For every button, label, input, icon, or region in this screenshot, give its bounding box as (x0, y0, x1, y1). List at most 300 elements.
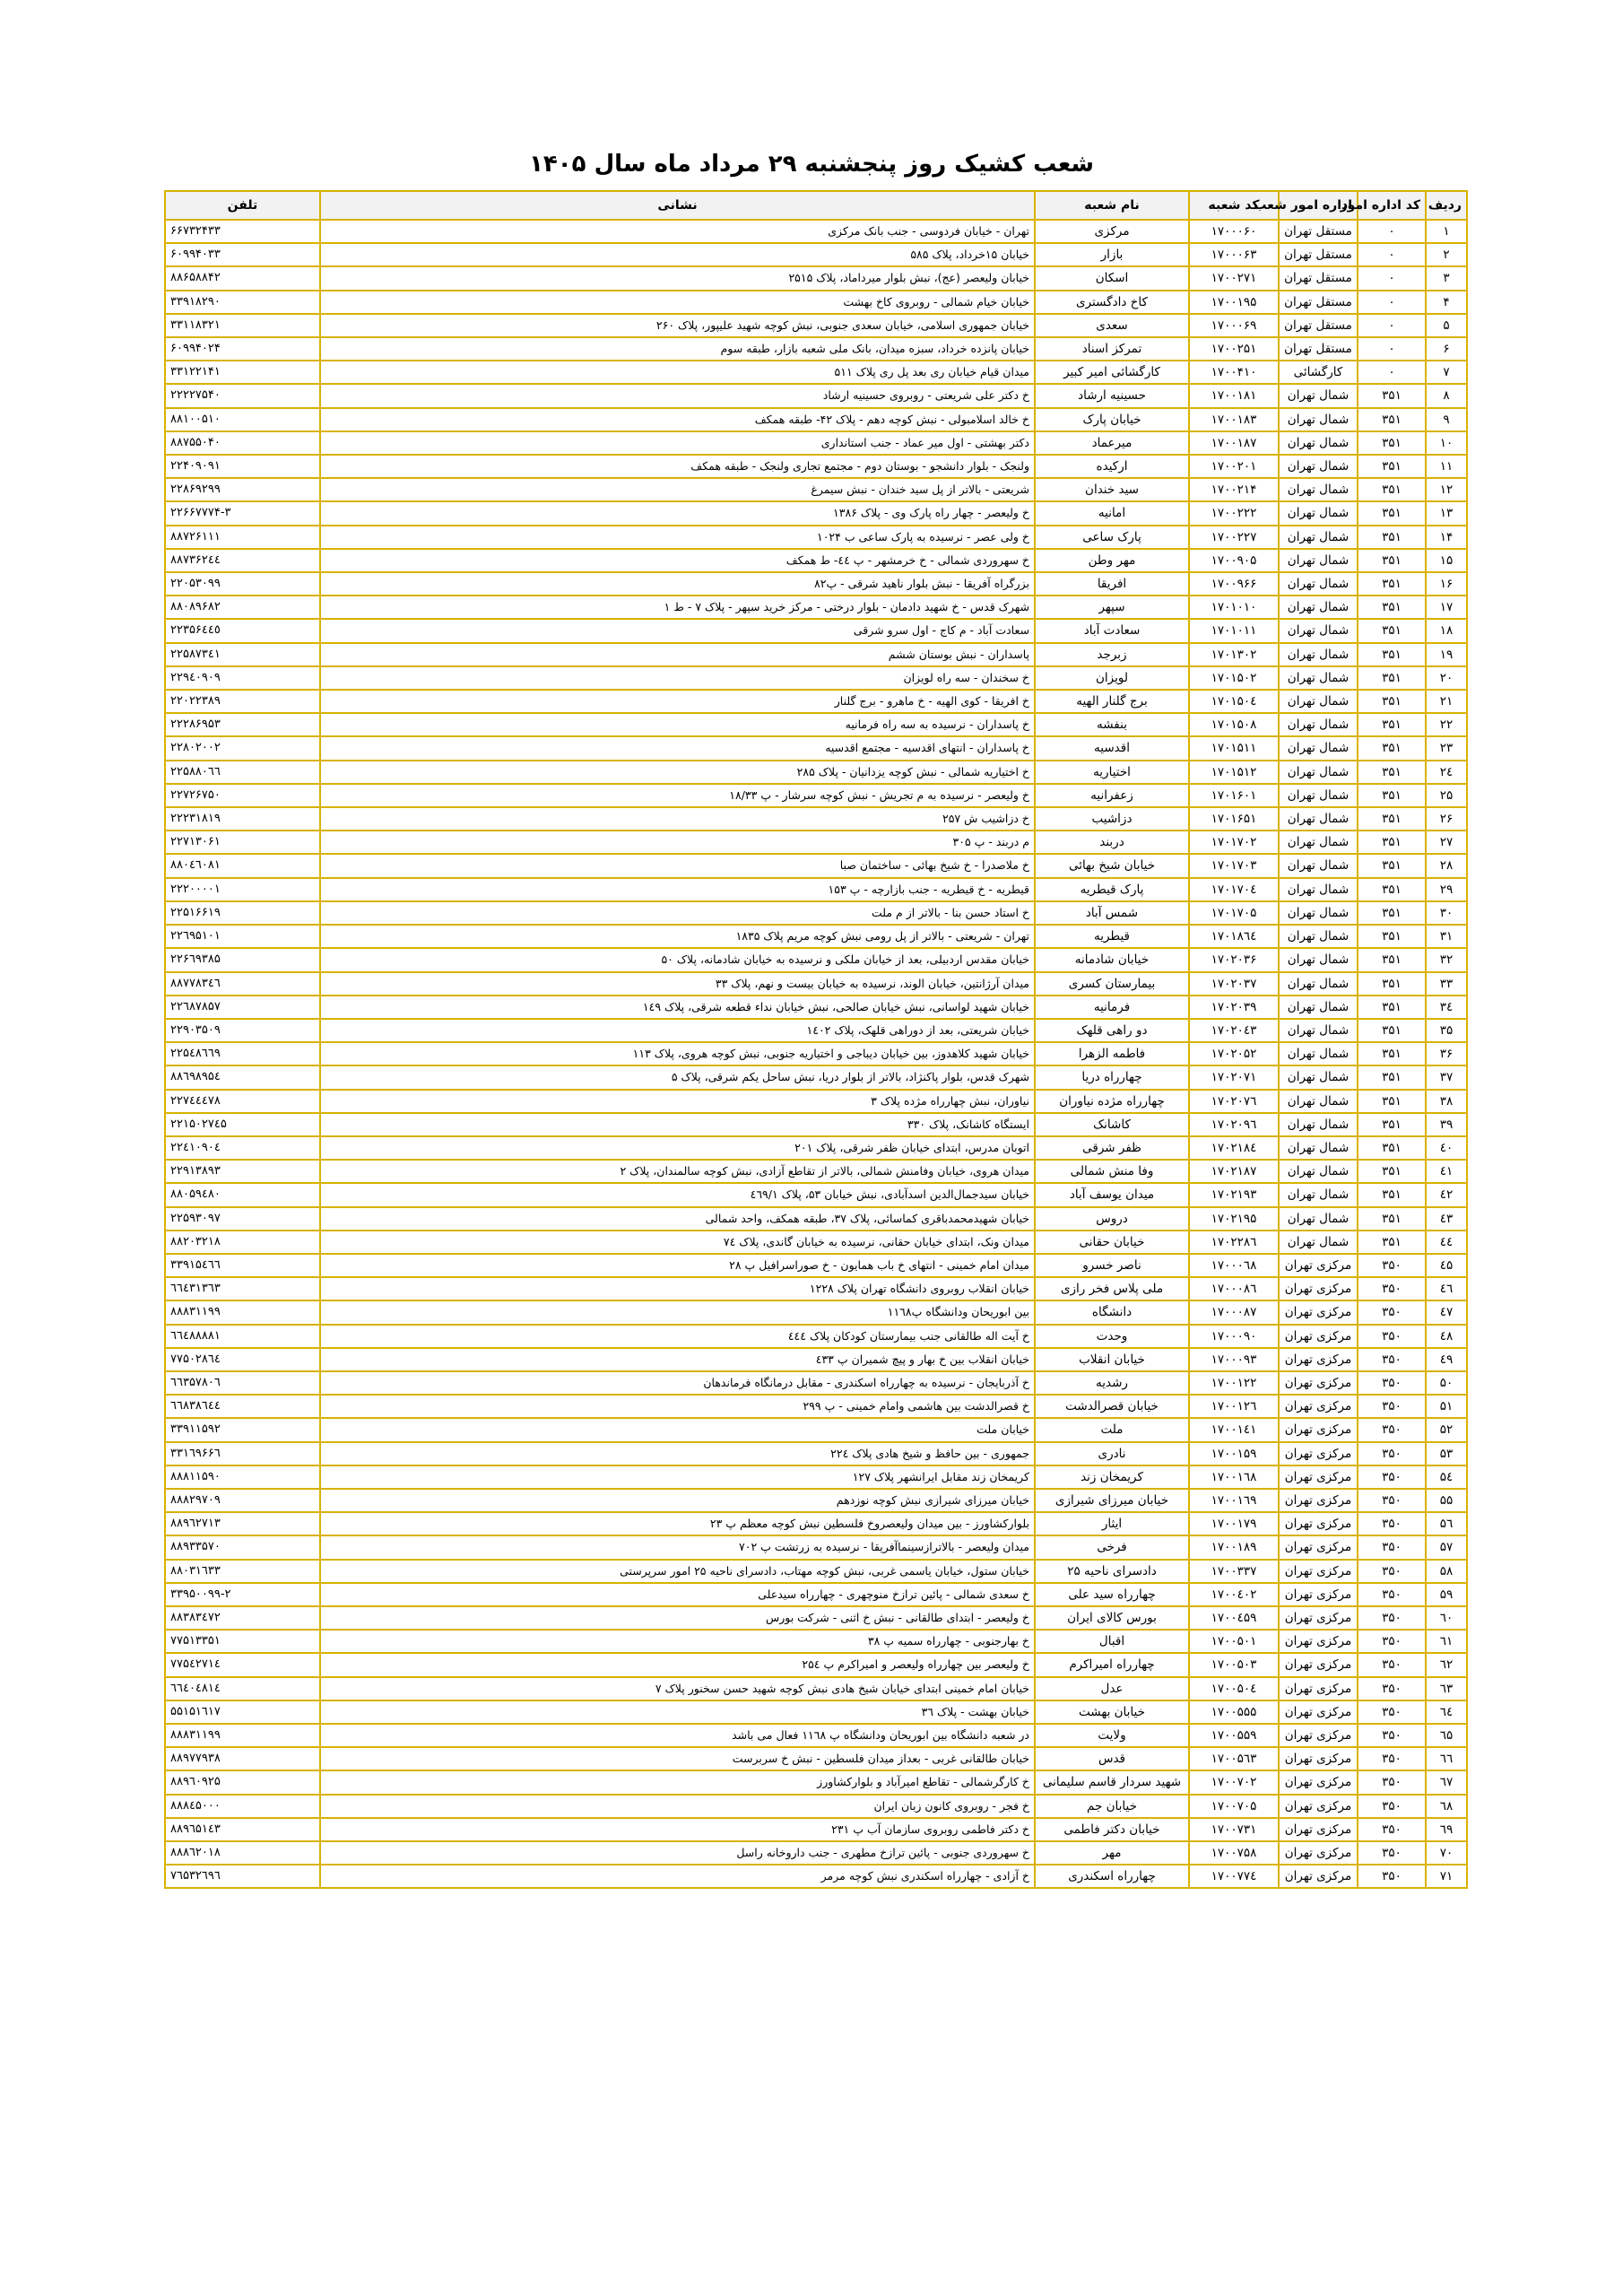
cell-branch-name: بازار (1035, 243, 1189, 266)
cell-phone: ۲۲۷٤٤٤۷۸ (165, 1090, 320, 1113)
cell-address: خیابان شهید لواسانی، نبش خیابان صالحی، نبش خیابان نداء قطعه شرقی، پلاک ۱٤۹ (320, 996, 1035, 1019)
cell-phone: ۸۸٦۹۸۹۵٤ (165, 1065, 320, 1089)
cell-row-number: ۲۲ (1426, 713, 1467, 736)
cell-branch-code: ۱۷۰۰۰۹۳ (1189, 1348, 1279, 1371)
cell-admin-office: مرکزی تهران (1279, 1300, 1358, 1324)
cell-dept-code: ۳۵۰ (1358, 1254, 1426, 1277)
cell-admin-office: شمال تهران (1279, 1207, 1358, 1231)
cell-address: میدان ونک، ابتدای خیابان حقانی، نرسیده به خیابان گاندی، پلاک ۷٤ (320, 1231, 1035, 1254)
cell-dept-code: ۳۵۱ (1358, 1065, 1426, 1089)
cell-branch-name: کریمخان زند (1035, 1465, 1189, 1489)
table-row (165, 901, 1467, 925)
cell-address: خیابان طالقانی غربی - بعداز میدان فلسطین - نبش خ سربرست (320, 1747, 1035, 1770)
cell-admin-office: شمال تهران (1279, 736, 1358, 760)
cell-row-number: ۲۳ (1426, 736, 1467, 760)
cell-branch-code: ۱۷۰۲۰۹٦ (1189, 1113, 1279, 1136)
cell-dept-code: ۳۵۰ (1358, 1795, 1426, 1818)
table-row (165, 1207, 1467, 1231)
cell-branch-name: میرعماد (1035, 431, 1189, 455)
cell-branch-code: ۱۷۰۲۱۹۵ (1189, 1207, 1279, 1231)
cell-branch-name: ارکیده (1035, 455, 1189, 478)
table-row (165, 384, 1467, 407)
cell-branch-name: چهارراه امیراکرم (1035, 1653, 1189, 1676)
cell-dept-code: ۳۵۰ (1358, 1865, 1426, 1888)
table-row (165, 1770, 1467, 1794)
cell-branch-name: خیابان حقانی (1035, 1231, 1189, 1254)
cell-row-number: ۱ (1426, 220, 1467, 243)
cell-dept-code: ۳۵۰ (1358, 1442, 1426, 1465)
cell-branch-code: ۱۷۰۰۵۰۱ (1189, 1630, 1279, 1653)
cell-dept-code: ۳۵۰ (1358, 1653, 1426, 1676)
cell-phone: ٦٦۸۳۸٦٤٤ (165, 1395, 320, 1418)
table-row (165, 1418, 1467, 1441)
table-row (165, 784, 1467, 807)
cell-branch-name: فرمانیه (1035, 996, 1189, 1019)
cell-admin-office: شمال تهران (1279, 1065, 1358, 1089)
table-row (165, 713, 1467, 736)
cell-branch-name: کارگشائی امیر کبیر (1035, 361, 1189, 384)
table-row (165, 526, 1467, 549)
cell-branch-name: فرخی (1035, 1535, 1189, 1559)
cell-branch-code: ۱۷۰۱۵۰۸ (1189, 713, 1279, 736)
cell-phone: ۸۸۰۳۱٦۳۳ (165, 1560, 320, 1583)
cell-branch-name: سعدی (1035, 314, 1189, 337)
table-row (165, 831, 1467, 854)
cell-row-number: ۱۶ (1426, 572, 1467, 596)
cell-row-number: ۱۵ (1426, 549, 1467, 572)
cell-admin-office: شمال تهران (1279, 1231, 1358, 1254)
cell-admin-office: مرکزی تهران (1279, 1677, 1358, 1700)
cell-row-number: ٤۵ (1426, 1254, 1467, 1277)
cell-row-number: ٦۱ (1426, 1630, 1467, 1653)
cell-branch-name: خیابان انقلاب (1035, 1348, 1189, 1371)
cell-branch-code: ۱۷۰۰۷۵۸ (1189, 1841, 1279, 1865)
table-row (165, 1465, 1467, 1489)
cell-branch-code: ۱۷۰۰۱٦۸ (1189, 1465, 1279, 1489)
table-row (165, 1371, 1467, 1395)
cell-address: تهران - شریعتی - بالاتر از پل رومی نبش کوچه مریم پلاک ۱۸۳۵ (320, 925, 1035, 948)
cell-admin-office: مرکزی تهران (1279, 1770, 1358, 1794)
cell-admin-office: مرکزی تهران (1279, 1489, 1358, 1512)
table-row (165, 1277, 1467, 1300)
cell-phone: ۲۲۸۰۲۰۰۲ (165, 736, 320, 760)
cell-address: خ ولیعصر - نرسیده به م تجریش - نبش کوچه سرشار - پ ۱۸/۳۳ (320, 784, 1035, 807)
cell-branch-name: فاطمه الزهرا (1035, 1042, 1189, 1065)
cell-row-number: ۲۸ (1426, 854, 1467, 877)
cell-row-number: ٦۹ (1426, 1818, 1467, 1841)
cell-row-number: ۳۳ (1426, 972, 1467, 996)
cell-address: خ سعدی شمالی - پائین ترازخ منوچهری - چهارراه سیدعلی (320, 1583, 1035, 1606)
cell-admin-office: مرکزی تهران (1279, 1371, 1358, 1395)
table-row (165, 1818, 1467, 1841)
cell-phone: ۲۲٤۱۰۹۰٤ (165, 1136, 320, 1160)
table-row (165, 1395, 1467, 1418)
cell-branch-code: ۱۷۰۰۵۰٤ (1189, 1677, 1279, 1700)
cell-branch-code: ۱۷۰۱۰۱۰ (1189, 596, 1279, 619)
table-row (165, 1113, 1467, 1136)
table-row (165, 1254, 1467, 1277)
cell-branch-code: ۱۷۰۰۵۵۵ (1189, 1700, 1279, 1724)
cell-row-number: ٦۵ (1426, 1724, 1467, 1747)
cell-address: خیابان ۱۵خرداد، پلاک ۵۸۵ (320, 243, 1035, 266)
cell-row-number: ٦٤ (1426, 1700, 1467, 1724)
cell-branch-code: ۱۷۰۰۲۰۱ (1189, 455, 1279, 478)
cell-row-number: ٤۷ (1426, 1300, 1467, 1324)
page-title: شعب کشیک روز پنجشنبه ۲۹ مرداد ماه سال ۱۴۰۵ (529, 151, 1094, 178)
cell-branch-code: ۱۷۰۰۷۷٤ (1189, 1865, 1279, 1888)
cell-phone: ۸۸۹۳۳۵۷۰ (165, 1535, 320, 1559)
table-row (165, 1795, 1467, 1818)
cell-branch-code: ۱۷۰۰٤۰۲ (1189, 1583, 1279, 1606)
cell-row-number: ۱۴ (1426, 526, 1467, 549)
cell-dept-code: ۳۵۱ (1358, 619, 1426, 642)
cell-admin-office: مرکزی تهران (1279, 1512, 1358, 1535)
cell-phone: ۲۲۹٤۰۹۰۹ (165, 666, 320, 690)
cell-admin-office: مستقل تهران (1279, 291, 1358, 314)
cell-dept-code: ۳۵۱ (1358, 1019, 1426, 1042)
cell-address: م دربند - پ ۳۰۵ (320, 831, 1035, 854)
cell-branch-code: ۱۷۰۰۲۲۷ (1189, 526, 1279, 549)
table-row (165, 314, 1467, 337)
cell-row-number: ۷۱ (1426, 1865, 1467, 1888)
table-row (165, 1065, 1467, 1089)
cell-address: خ بهارجنوبی - چهارراه سمیه پ ۳۸ (320, 1630, 1035, 1653)
cell-branch-name: اسکان (1035, 266, 1189, 290)
cell-address: بلوارکشاورز - بین میدان ولیعصروخ فلسطین نبش کوچه معظم پ ۲۳ (320, 1512, 1035, 1535)
cell-dept-code: ۳۵۰ (1358, 1418, 1426, 1441)
cell-dept-code: ۳۵۱ (1358, 666, 1426, 690)
cell-address: خیابان مقدس اردبیلی، بعد از خیابان ملکی و نرسیده به خیابان شادمانه، پلاک ۵۰ (320, 948, 1035, 971)
cell-row-number: ۳ (1426, 266, 1467, 290)
cell-phone: ۲۲۰۵۳۰۹۹ (165, 572, 320, 596)
cell-dept-code: ۳۵۰ (1358, 1371, 1426, 1395)
cell-dept-code: ۳۵۱ (1358, 572, 1426, 596)
cell-branch-code: ۱۷۰۰۰۹۰ (1189, 1325, 1279, 1348)
cell-dept-code: ۳۵۱ (1358, 408, 1426, 431)
cell-address: خیابان انقلاب روبروی دانشگاه تهران پلاک ۱۲۲۸ (320, 1277, 1035, 1300)
cell-dept-code: ۳۵۰ (1358, 1724, 1426, 1747)
cell-admin-office: شمال تهران (1279, 878, 1358, 901)
cell-row-number: ۲۰ (1426, 666, 1467, 690)
cell-dept-code: ۳۵۱ (1358, 878, 1426, 901)
table-row (165, 619, 1467, 642)
cell-branch-code: ۱۷۰۰۰۸٦ (1189, 1277, 1279, 1300)
cell-admin-office: شمال تهران (1279, 972, 1358, 996)
cell-address: سعادت آباد - م کاج - اول سرو شرقی (320, 619, 1035, 642)
header-branch-name: نام شعبه (1035, 191, 1189, 220)
cell-admin-office: مرکزی تهران (1279, 1818, 1358, 1841)
cell-phone: ۸۸۲۰۳۲۱۸ (165, 1231, 320, 1254)
cell-address: خ ولی عصر - نرسیده به پارک ساعی ب ۱۰۲۴ (320, 526, 1035, 549)
cell-address: میدان هروی، خیابان وفامنش شمالی، بالاتر از تقاطع آزادی، نبش کوچه سالمندان، پلاک ۲ (320, 1160, 1035, 1183)
cell-dept-code: ۳۵۱ (1358, 596, 1426, 619)
cell-branch-name: افریقا (1035, 572, 1189, 596)
cell-phone: ۲۲۳۵۶٤٤٥ (165, 619, 320, 642)
cell-admin-office: شمال تهران (1279, 501, 1358, 525)
cell-dept-code: ۳۵۱ (1358, 690, 1426, 713)
cell-address: خ استاد حسن بنا - بالاتر از م ملت (320, 901, 1035, 925)
cell-row-number: ۵۷ (1426, 1535, 1467, 1559)
cell-address: خیابان ملت (320, 1418, 1035, 1441)
cell-row-number: ٦۲ (1426, 1653, 1467, 1676)
cell-phone: ۷۷۵۱۳۳۵۱ (165, 1630, 320, 1653)
header-phone: تلفن (165, 191, 320, 220)
cell-phone: ۳۳۱۱۸۳۲۱ (165, 314, 320, 337)
cell-phone: ۲۲۵۸۷۳٤۱ (165, 643, 320, 666)
cell-branch-code: ۱۷۰۰۱۲٦ (1189, 1395, 1279, 1418)
cell-admin-office: شمال تهران (1279, 455, 1358, 478)
cell-dept-code: ۳۵۰ (1358, 1700, 1426, 1724)
cell-phone: ۸۸۸٦۲۰۱۸ (165, 1841, 320, 1865)
cell-dept-code: ۳۵۱ (1358, 807, 1426, 831)
table-row (165, 431, 1467, 455)
cell-branch-name: ولایت (1035, 1724, 1189, 1747)
cell-phone: ۸۸۸٤۵۰۰۰ (165, 1795, 320, 1818)
table-row (165, 266, 1467, 290)
cell-row-number: ۵۱ (1426, 1395, 1467, 1418)
cell-branch-name: برج گلنار الهیه (1035, 690, 1189, 713)
cell-dept-code: ۳۵۰ (1358, 1465, 1426, 1489)
cell-address: خ ولیعصر بین چهارراه ولیعصر و امیراکرم پ ۲۵٤ (320, 1653, 1035, 1676)
cell-branch-code: ۱۷۰۲۱۸٤ (1189, 1136, 1279, 1160)
cell-admin-office: مرکزی تهران (1279, 1465, 1358, 1489)
cell-address: بین ابوریحان ودانشگاه پ۱۱٦۸ (320, 1300, 1035, 1324)
cell-branch-name: قیطریه (1035, 925, 1189, 948)
cell-branch-name: سپهر (1035, 596, 1189, 619)
cell-admin-office: شمال تهران (1279, 690, 1358, 713)
cell-branch-name: دادسرای ناحیه ۲۵ (1035, 1560, 1189, 1583)
table-row (165, 1160, 1467, 1183)
cell-admin-office: مرکزی تهران (1279, 1795, 1358, 1818)
cell-dept-code: ۳۵۰ (1358, 1630, 1426, 1653)
cell-dept-code: ۳۵۰ (1358, 1325, 1426, 1348)
table-row (165, 996, 1467, 1019)
table-row (165, 220, 1467, 243)
cell-address: خ اختیاریه شمالی - نبش کوچه یزدانیان - پلاک ۲۸۵ (320, 761, 1035, 784)
cell-admin-office: شمال تهران (1279, 1090, 1358, 1113)
cell-branch-name: شهید سردار قاسم سلیمانی (1035, 1770, 1189, 1794)
cell-branch-name: زبرجد (1035, 643, 1189, 666)
cell-branch-name: ملی پلاس فخر رازی (1035, 1277, 1189, 1300)
cell-branch-code: ۱۷۰۰۲۱۴ (1189, 478, 1279, 501)
cell-branch-code: ۱۷۰۰۵۰۳ (1189, 1653, 1279, 1676)
cell-admin-office: مرکزی تهران (1279, 1700, 1358, 1724)
cell-phone: ۷۷۵٤۲۷۱٤ (165, 1653, 320, 1676)
cell-phone: ۲۲۵۹۳۰۹۷ (165, 1207, 320, 1231)
cell-phone: ۲۲۰۲۲۳۸۹ (165, 690, 320, 713)
cell-row-number: ۲۶ (1426, 807, 1467, 831)
table-row (165, 925, 1467, 948)
cell-phone: ۲۲۲۰۰۰۰۱ (165, 878, 320, 901)
cell-dept-code: ۳۵۱ (1358, 501, 1426, 525)
cell-row-number: ۲۱ (1426, 690, 1467, 713)
cell-branch-code: ۱۷۰۰۱۷۹ (1189, 1512, 1279, 1535)
cell-row-number: ۱۷ (1426, 596, 1467, 619)
cell-branch-name: ناصر خسرو (1035, 1254, 1189, 1277)
table-row (165, 643, 1467, 666)
header-branch-code: کد شعبه (1189, 191, 1279, 220)
cell-branch-code: ۱۷۰۱۷۰٤ (1189, 878, 1279, 901)
cell-dept-code: ۳۵۰ (1358, 1300, 1426, 1324)
cell-address: ولنجک - بلوار دانشجو - بوستان دوم - مجتمع تجاری ولنجک - طبقه همکف (320, 455, 1035, 478)
cell-branch-code: ۱۷۰۰۱٦۹ (1189, 1489, 1279, 1512)
table-row (165, 1747, 1467, 1770)
header-dept-code: کد اداره امور (1358, 191, 1426, 220)
cell-dept-code: ۳۵۰ (1358, 1512, 1426, 1535)
cell-address: خیابان جمهوری اسلامی، خیابان سعدی جنوبی، نبش کوچه شهید علیپور، پلاک ۲۶۰ (320, 314, 1035, 337)
cell-address: خیابان خیام شمالی - روبروی کاخ بهشت (320, 291, 1035, 314)
cell-branch-name: بنفشه (1035, 713, 1189, 736)
cell-row-number: ۱۸ (1426, 619, 1467, 642)
cell-row-number: ۱۱ (1426, 455, 1467, 478)
cell-phone: ۸۸۷۳۶۲٤٤ (165, 549, 320, 572)
table-row (165, 1560, 1467, 1583)
cell-branch-name: خیابان قصرالدشت (1035, 1395, 1189, 1418)
cell-address: خیابان امام خمینی ابتدای خیابان شیخ هادی نبش کوچه شهید حسن سخنور پلاک ۷ (320, 1677, 1035, 1700)
cell-phone: ۲۲۱۵۰۲۷٤۵ (165, 1113, 320, 1136)
cell-dept-code: ۳۵۰ (1358, 1770, 1426, 1794)
cell-branch-name: اقبال (1035, 1630, 1189, 1653)
cell-dept-code: ۳۵۱ (1358, 1090, 1426, 1113)
cell-admin-office: مرکزی تهران (1279, 1653, 1358, 1676)
cell-admin-office: مرکزی تهران (1279, 1348, 1358, 1371)
cell-phone: ۲۲۲۸۶۹۵۳ (165, 713, 320, 736)
cell-dept-code: ۳۵۱ (1358, 972, 1426, 996)
cell-branch-code: ۱۷۰۱۷۰۵ (1189, 901, 1279, 925)
cell-address: میدان آرژانتین، خیابان الوند، نرسیده به خیابان بیست و نهم، پلاک ۳۳ (320, 972, 1035, 996)
cell-phone: ۶۰۹۹۴۰۳۳ (165, 243, 320, 266)
cell-row-number: ۳۷ (1426, 1065, 1467, 1089)
cell-branch-code: ۱۷۰۲۰٤۳ (1189, 1019, 1279, 1042)
cell-branch-code: ۱۷۰۰۰٦۸ (1189, 1254, 1279, 1277)
cell-dept-code: ۳۵۱ (1358, 831, 1426, 854)
cell-row-number: ۸ (1426, 384, 1467, 407)
cell-address: خ ملاصدرا - خ شیخ بهائی - ساختمان صبا (320, 854, 1035, 877)
cell-row-number: ۴ (1426, 291, 1467, 314)
cell-row-number: ۵۸ (1426, 1560, 1467, 1583)
cell-row-number: ۳۶ (1426, 1042, 1467, 1065)
cell-dept-code: ۳۵۱ (1358, 713, 1426, 736)
cell-dept-code: ۳۵۱ (1358, 549, 1426, 572)
cell-admin-office: شمال تهران (1279, 713, 1358, 736)
cell-branch-code: ۱۷۰۲۰۵۲ (1189, 1042, 1279, 1065)
cell-branch-name: عدل (1035, 1677, 1189, 1700)
cell-dept-code: ۰ (1358, 243, 1426, 266)
cell-dept-code: ۳۵۱ (1358, 478, 1426, 501)
cell-admin-office: شمال تهران (1279, 596, 1358, 619)
cell-branch-name: وفا منش شمالی (1035, 1160, 1189, 1183)
cell-branch-name: مرکزی (1035, 220, 1189, 243)
table-row (165, 1183, 1467, 1206)
cell-address: پاسداران - نبش بوستان ششم (320, 643, 1035, 666)
cell-address: نیاوران، نبش چهارراه مژده پلاک ۳ (320, 1090, 1035, 1113)
cell-branch-name: چهارراه اسکندری (1035, 1865, 1189, 1888)
cell-address: شهرک قدس، بلوار پاکنژاد، بالاتر از بلوار دریا، نبش ساحل یکم شرقی، پلاک ۵ (320, 1065, 1035, 1089)
cell-branch-name: قدس (1035, 1747, 1189, 1770)
cell-branch-code: ۱۷۰۲۰۳۹ (1189, 996, 1279, 1019)
cell-phone: ۸۸۹٦۰۹۲۵ (165, 1770, 320, 1794)
cell-phone: ۶۶۷۳۲۴۳۳ (165, 220, 320, 243)
cell-branch-name: لویزان (1035, 666, 1189, 690)
cell-row-number: ٤۹ (1426, 1348, 1467, 1371)
cell-row-number: ٦۰ (1426, 1606, 1467, 1630)
cell-phone: ۸۸۷۵۵۰۴۰ (165, 431, 320, 455)
cell-admin-office: شمال تهران (1279, 807, 1358, 831)
cell-row-number: ٤۱ (1426, 1160, 1467, 1183)
cell-branch-name: خیابان پارک (1035, 408, 1189, 431)
cell-branch-name: پارک ساعی (1035, 526, 1189, 549)
cell-dept-code: ۳۵۱ (1358, 431, 1426, 455)
cell-admin-office: مرکزی تهران (1279, 1442, 1358, 1465)
cell-dept-code: ۰ (1358, 337, 1426, 361)
table-row (165, 1300, 1467, 1324)
cell-phone: ۲۲۵٤۸٦٦۹ (165, 1042, 320, 1065)
cell-row-number: ۷ (1426, 361, 1467, 384)
header-address: نشانی (320, 191, 1035, 220)
cell-address: شریعتی - بالاتر از پل سید خندان - نبش سیمرغ (320, 478, 1035, 501)
cell-admin-office: شمال تهران (1279, 572, 1358, 596)
cell-phone: ٦٦٤۳۱۳٦۳ (165, 1277, 320, 1300)
cell-phone: ۸۸۸۱۱۵۹۰ (165, 1465, 320, 1489)
cell-admin-office: شمال تهران (1279, 1160, 1358, 1183)
cell-branch-name: وحدت (1035, 1325, 1189, 1348)
cell-admin-office: مرکزی تهران (1279, 1606, 1358, 1630)
cell-address: خ ولیعصر - ابتدای طالقانی - نبش خ اثنی - شرکت بورس (320, 1606, 1035, 1630)
table-row (165, 761, 1467, 784)
cell-row-number: ۱۲ (1426, 478, 1467, 501)
cell-row-number: ۳۸ (1426, 1090, 1467, 1113)
cell-dept-code: ۳۵۱ (1358, 1160, 1426, 1183)
cell-row-number: ۱۹ (1426, 643, 1467, 666)
table-row (165, 948, 1467, 971)
cell-address: خ دکتر فاطمی روبروی سازمان آب پ ۲۳۱ (320, 1818, 1035, 1841)
cell-phone: ۸۸۰۵۹٤۸۰ (165, 1183, 320, 1206)
cell-address: خیابان شریعتی، بعد از دوراهی قلهک، پلاک ۱٤۰۲ (320, 1019, 1035, 1042)
cell-address: دکتر بهشتی - اول میر عماد - جنب استانداری (320, 431, 1035, 455)
cell-row-number: ۵۲ (1426, 1418, 1467, 1441)
cell-address: قیطریه - خ قیطریه - جنب بازارچه - پ ۱۵۳ (320, 878, 1035, 901)
table-row (165, 1442, 1467, 1465)
cell-branch-name: سعادت آباد (1035, 619, 1189, 642)
cell-admin-office: مستقل تهران (1279, 266, 1358, 290)
cell-dept-code: ۳۵۱ (1358, 1136, 1426, 1160)
cell-dept-code: ۰ (1358, 220, 1426, 243)
cell-branch-code: ۱۷۰۰۱۲۲ (1189, 1371, 1279, 1395)
cell-row-number: ٤۲ (1426, 1183, 1467, 1206)
cell-branch-name: بیمارستان کسری (1035, 972, 1189, 996)
cell-admin-office: شمال تهران (1279, 831, 1358, 854)
table-row (165, 1700, 1467, 1724)
cell-branch-name: چهارراه دریا (1035, 1065, 1189, 1089)
cell-admin-office: مستقل تهران (1279, 337, 1358, 361)
cell-address: خ دزاشیب ش ۲۵۷ (320, 807, 1035, 831)
cell-phone: ۲۲۴۰۹۰۹۱ (165, 455, 320, 478)
cell-row-number: ٤٦ (1426, 1277, 1467, 1300)
cell-row-number: ۷۰ (1426, 1841, 1467, 1865)
cell-branch-code: ۱۷۰۲۱۸۷ (1189, 1160, 1279, 1183)
table-row (165, 1841, 1467, 1865)
cell-branch-code: ۱۷۰۰٤۵۹ (1189, 1606, 1279, 1630)
cell-branch-code: ۱۷۰۰۵۵۹ (1189, 1724, 1279, 1747)
cell-phone: ۵۵۱۵۱٦۱۷ (165, 1700, 320, 1724)
cell-branch-name: خیابان شادمانه (1035, 948, 1189, 971)
cell-branch-code: ۱۷۰۰۷۰۵ (1189, 1795, 1279, 1818)
cell-admin-office: شمال تهران (1279, 478, 1358, 501)
cell-branch-name: خیابان جم (1035, 1795, 1189, 1818)
cell-address: خیابان شهید کلاهدوز، بین خیابان دیباجی و اختیاریه جنوبی، نبش کوچه هروی، پلاک ۱۱۳ (320, 1042, 1035, 1065)
cell-branch-code: ۱۷۰۱۵۱۱ (1189, 736, 1279, 760)
table-row (165, 1535, 1467, 1559)
